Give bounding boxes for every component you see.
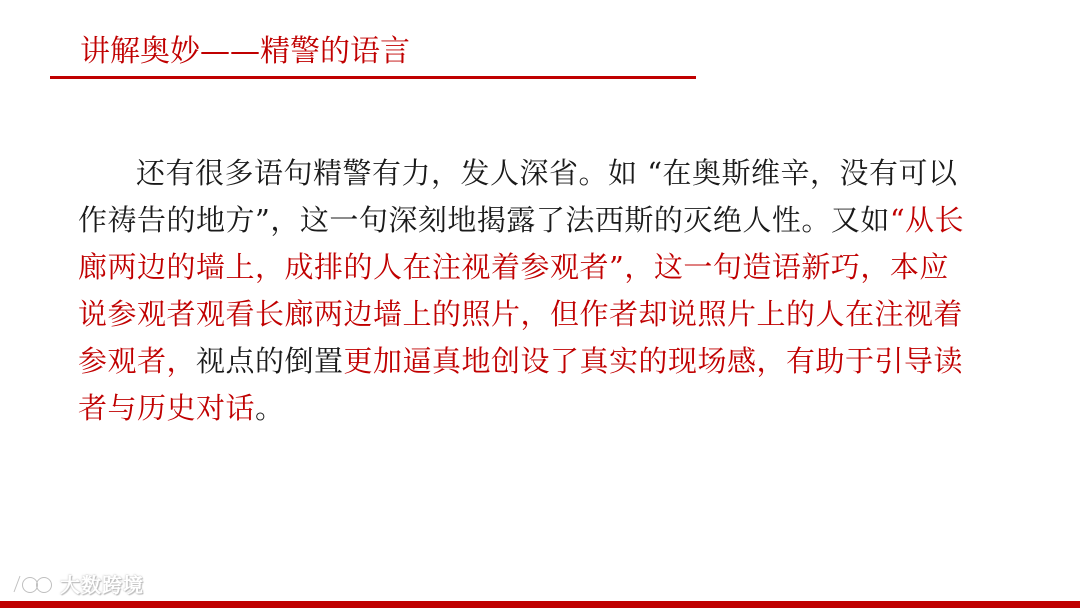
text-run: 视点的倒置 — [196, 344, 344, 378]
highlighted-text-run: “从长廊两边的墙上，成排的人在注视着参观者”，这一句造语新巧，本应说参观者观看长廊两边墙上的照片，但作者却说照片上的人在注视着参观者， — [78, 203, 965, 378]
body-paragraph — [78, 150, 978, 432]
highlighted-text-run: 更加逼真地创设了真实的现场感，有助于引导读者与历史对话 — [78, 344, 964, 425]
title-underline — [50, 76, 696, 79]
text-run: 。 — [255, 391, 285, 425]
watermark — [10, 569, 144, 598]
text-run: 还有很多语句精警有力，发人深省。如 “在奥斯维辛，没有可以作祷告的地方”，这一句深刻地揭露了法西斯的灭绝人性。又如 — [78, 156, 958, 237]
slide-title: 讲解奥妙——精警的语言 — [80, 34, 410, 69]
bottom-accent-bar — [0, 601, 1080, 608]
watermark-text: 大数跨境 — [60, 573, 144, 597]
logo-icon — [10, 572, 56, 596]
